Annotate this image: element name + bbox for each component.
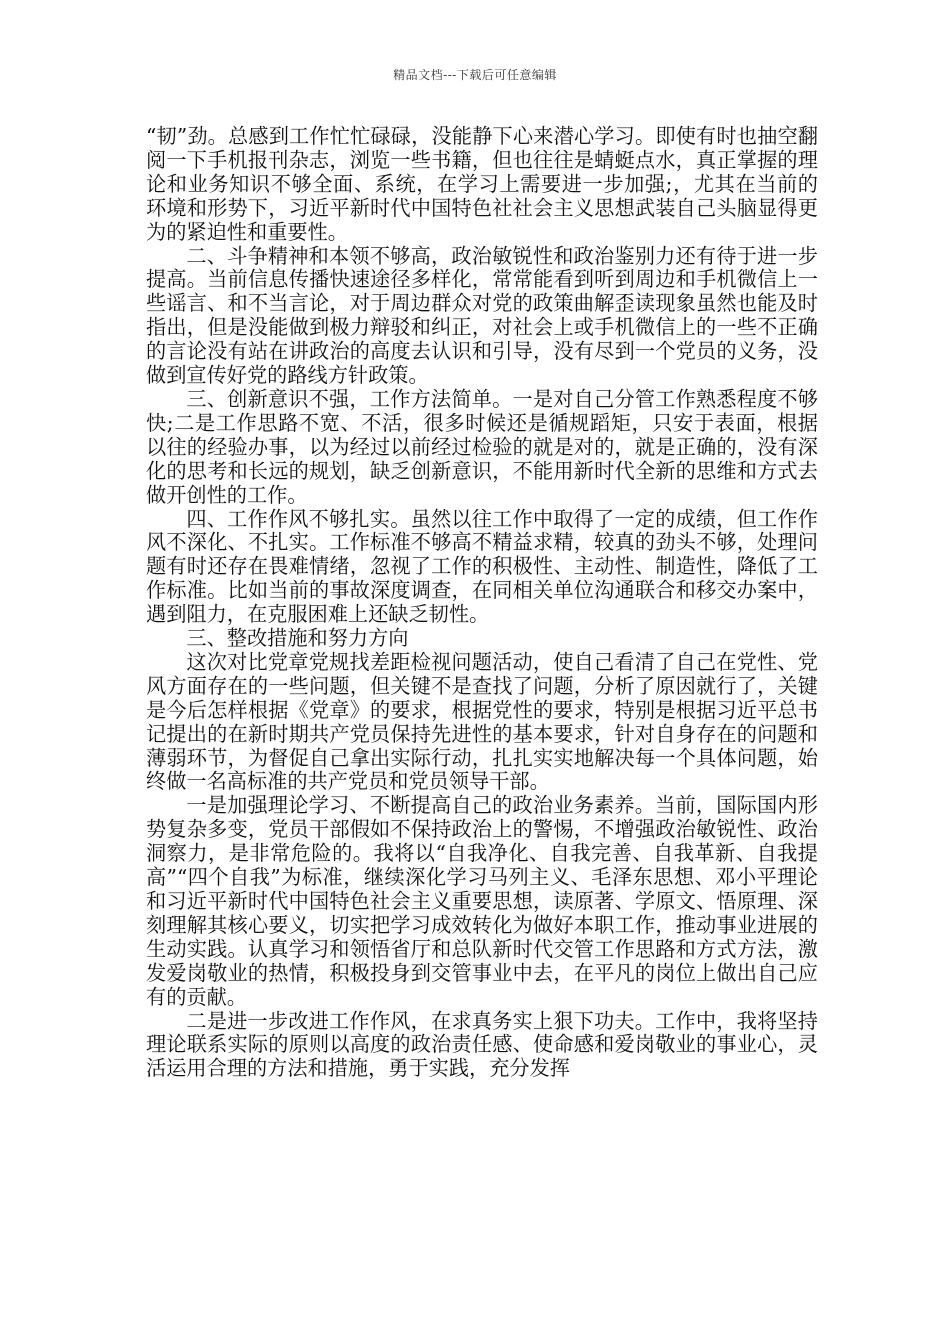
- document-body: [146, 125, 818, 1081]
- page-header: 精品文档---下载后可任意编辑: [393, 68, 557, 82]
- paragraph-theory-study: 一是加强理论学习、不断提高自己的政治业务素养。当前，国际国内形势复杂多变，党员干部假如不保持政治上的警惕，不增强政治敏锐性、政治洞察力，是非常危险的。我将以“自我净化、自我完善、自我革新、自我提高”“四个自我”为标准，继续深化学习马列主义、毛泽东思想、邓小平理论和习近平新时代中国特色社会主义重要思想，读原著、学原文、悟原理、深刻理解其核心要义，切实把学习成效转化为做好本职工作，推动事业进展的生动实践。认真学习和领悟省厅和总队新时代交管工作思路和方式方法，激发爱岗敬业的热情，积极投身到交管事业中去，在平凡的岗位上做出自己应有的贡献。: [146, 793, 818, 1009]
- paragraph-work-style: 四、工作作风不够扎实。虽然以往工作中取得了一定的成绩，但工作作风不深化、不扎实。工作标准不够高不精益求精，较真的劲头不够，处理问题有时还存在畏难情绪，忽视了工作的积极性、主动性、制造性，降低了工作标准。比如当前的事故深度调查，在同相关单位沟通联合和移交办案中，遇到阻力，在克服困难上还缺乏韧性。: [146, 506, 818, 627]
- paragraph-improve-style: 二是进一步改进工作作风，在求真务实上狠下功夫。工作中，我将坚持理论联系实际的原则以高度的政治责任感、使命感和爱岗敬业的事业心，灵活运用合理的方法和措施，勇于实践，充分发挥: [146, 1008, 818, 1081]
- paragraph-innovation: 三、创新意识不强，工作方法简单。一是对自己分管工作熟悉程度不够快;二是工作思路不宽、不活，很多时候还是循规蹈矩，只安于表面，根据以往的经验办事，以为经过以前经过检验的就是对的，就是正确的，没有深化的思考和长远的规划，缺乏创新意识，不能用新时代全新的思维和方式去做开创性的工作。: [146, 386, 818, 507]
- paragraph-activity-summary: 这次对比党章党规找差距检视问题活动，使自己看清了自己在党性、党风方面存在的一些问题，但关键不是查找了问题，分析了原因就行了，关键是今后怎样根据《党章》的要求，根据党性的要求，特别是根据习近平总书记提出的在新时期共产党员保持先进性的基本要求，针对自身存在的问题和薄弱环节，为督促自己拿出实际行动，扎扎实实地解决每一个具体问题，始终做一名高标准的共产党员和党员领导干部。: [146, 649, 818, 794]
- paragraph-struggle-spirit: 二、斗争精神和本领不够高，政治敏锐性和政治鉴别力还有待于进一步提高。当前信息传播快速途径多样化，常常能看到听到周边和手机微信上一些谣言、和不当言论，对于周边群众对党的政策曲解歪读现象虽然也能及时指出，但是没能做到极力辩驳和纠正，对社会上或手机微信上的一些不正确的言论没有站在讲政治的高度去认识和引导，没有尽到一个党员的义务，没做到宣传好党的路线方针政策。: [146, 243, 818, 388]
- section-heading-rectification: 三、整改措施和努力方向: [186, 626, 409, 651]
- paragraph-continuation: “韧”劲。总感到工作忙忙碌碌，没能静下心来潜心学习。即使有时也抽空翻阅一下手机报刊杂志，浏览一些书籍，但也往往是蜻蜓点水，真正掌握的理论和业务知识不够全面、系统，在学习上需要进一步加强;，尤其在当前的环境和形势下，习近平新时代中国特色社社会主义思想武装自己头脑显得更为的紧迫性和重要性。: [146, 124, 818, 244]
